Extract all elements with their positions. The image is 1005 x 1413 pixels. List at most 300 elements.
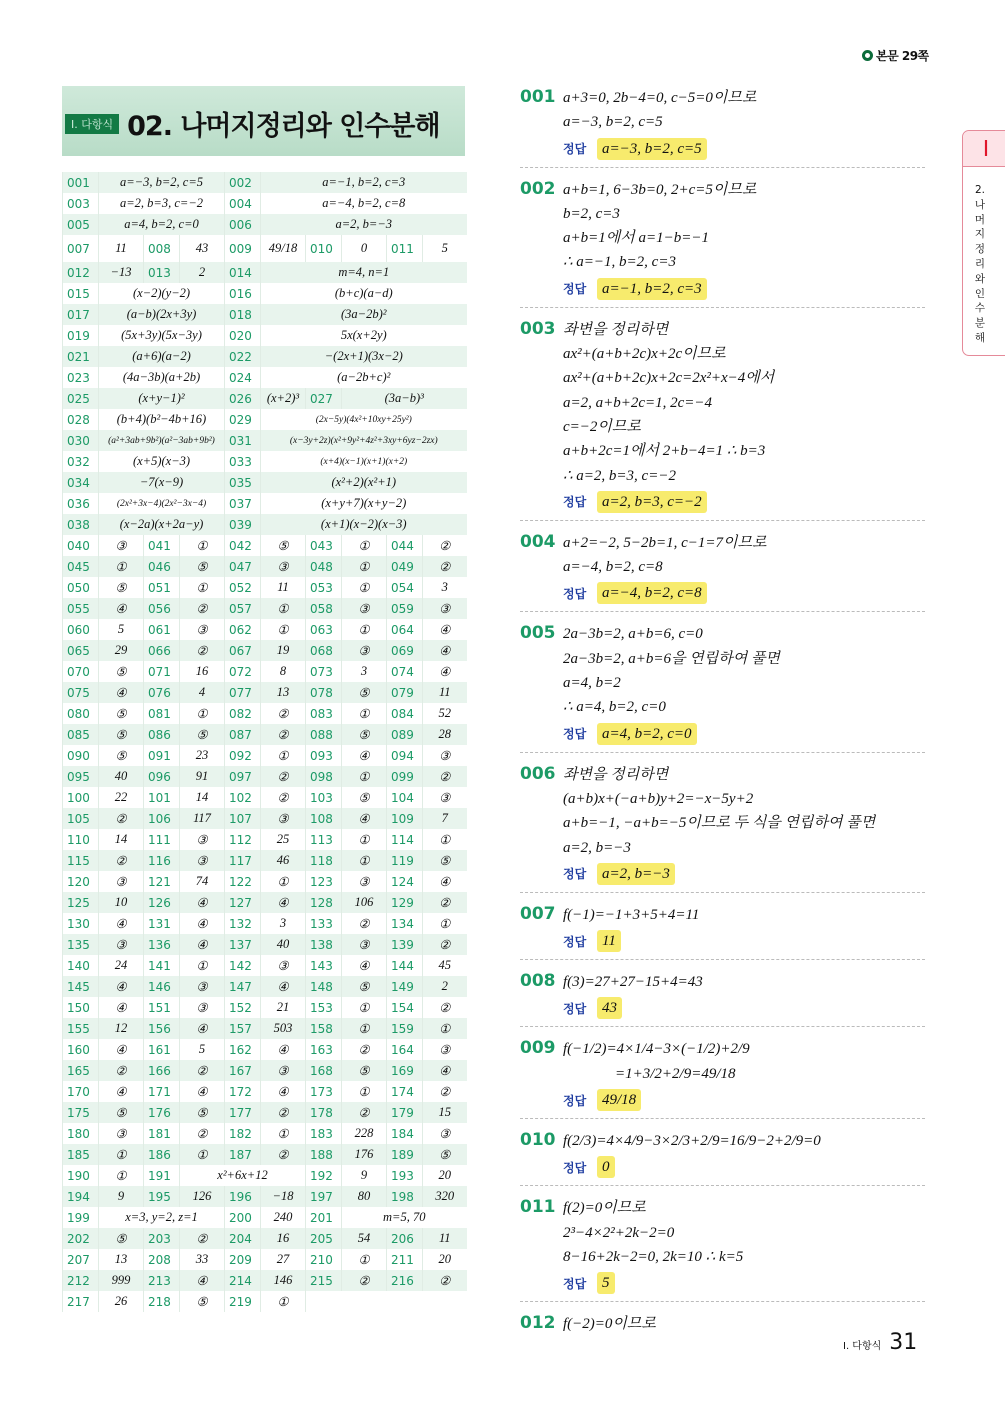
answer-value: 23 xyxy=(180,745,225,766)
problem-number: 190 xyxy=(63,1165,99,1186)
answer-value: 16 xyxy=(261,1228,306,1249)
reference-label: 본문 29쪽 xyxy=(876,49,929,63)
answer-value: 12 xyxy=(99,1018,144,1039)
problem-number: 151 xyxy=(144,997,180,1018)
answer-value: ① xyxy=(342,703,387,724)
solution-item xyxy=(520,529,925,613)
answer-row xyxy=(563,1271,925,1295)
table-row xyxy=(63,1186,467,1207)
solution-line xyxy=(520,622,925,646)
problem-number: 005 xyxy=(63,214,99,235)
problem-number: 108 xyxy=(306,808,342,829)
solution-line xyxy=(563,202,925,226)
answer-value: ⑤ xyxy=(342,976,387,997)
problem-number: 219 xyxy=(225,1291,261,1312)
problem-number: 013 xyxy=(144,262,180,283)
answer-value: ③ xyxy=(342,934,387,955)
answer-row xyxy=(563,996,925,1020)
problem-number: 115 xyxy=(63,850,99,871)
problem-number: 130 xyxy=(63,913,99,934)
problem-number: 183 xyxy=(306,1123,342,1144)
table-row xyxy=(63,913,467,934)
problem-number: 137 xyxy=(225,934,261,955)
side-tab-roman: Ⅰ xyxy=(963,131,1005,167)
problem-number: 214 xyxy=(225,1270,261,1291)
page-title: 02. 나머지정리와 인수분해 xyxy=(127,110,440,142)
page-footer xyxy=(843,1330,917,1355)
answer-value: 25 xyxy=(261,829,306,850)
problem-number: 197 xyxy=(306,1186,342,1207)
answer-value: 9 xyxy=(99,1186,144,1207)
problem-number: 147 xyxy=(225,976,261,997)
answer-value: ② xyxy=(423,1081,467,1102)
problem-number: 104 xyxy=(387,787,423,808)
table-row xyxy=(63,640,467,661)
problem-number: 121 xyxy=(144,871,180,892)
solution-text: a+b=1, 6−3b=0, 2+c=5이므로 xyxy=(563,181,757,198)
problem-number: 056 xyxy=(144,598,180,619)
answer-value: ④ xyxy=(261,1081,306,1102)
answer-value: ③ xyxy=(180,997,225,1018)
solution-line xyxy=(563,391,925,415)
problem-number: 170 xyxy=(63,1081,99,1102)
table-row xyxy=(63,850,467,871)
answer-value: ② xyxy=(180,1228,225,1249)
problem-number: 061 xyxy=(144,619,180,640)
problem-number: 006 xyxy=(225,214,261,235)
table-row xyxy=(63,304,467,325)
answer-value: 15 xyxy=(423,1102,467,1123)
answer-value: ④ xyxy=(423,1060,467,1081)
highlighted-answer: a=2, b=−3 xyxy=(597,863,675,885)
answer-value: ④ xyxy=(180,1081,225,1102)
problem-number: 099 xyxy=(387,766,423,787)
table-row xyxy=(63,346,467,367)
problem-number: 102 xyxy=(225,787,261,808)
problem-number: 100 xyxy=(63,787,99,808)
solution-line xyxy=(520,763,925,787)
table-row xyxy=(63,703,467,724)
chapter-side-tab[interactable] xyxy=(962,130,1005,356)
answer-value: ⑤ xyxy=(342,682,387,703)
table-row xyxy=(63,1018,467,1039)
solution-line xyxy=(520,1037,925,1061)
answer-value: ④ xyxy=(99,598,144,619)
answer-value: ① xyxy=(342,1249,387,1270)
answer-value: ② xyxy=(342,1270,387,1291)
answer-value: 26 xyxy=(99,1291,144,1312)
answer-value: ② xyxy=(261,724,306,745)
problem-number: 154 xyxy=(387,997,423,1018)
problem-number: 048 xyxy=(306,556,342,577)
problem-number: 196 xyxy=(225,1186,261,1207)
solution-item xyxy=(520,316,925,521)
answer-value: (a²+3ab+9b²)(a²−3ab+9b²) xyxy=(99,430,225,451)
table-row xyxy=(63,598,467,619)
problem-number: 189 xyxy=(387,1144,423,1165)
answer-value: ⑤ xyxy=(99,577,144,598)
answer-value: ② xyxy=(342,1102,387,1123)
solution-text: f(2/3)=4×4/9−3×2/3+2/9=16/9−2+2/9=0 xyxy=(563,1133,821,1150)
problem-number: 177 xyxy=(225,1102,261,1123)
answer-label: 정답 xyxy=(563,282,587,297)
problem-number: 215 xyxy=(306,1270,342,1291)
table-row xyxy=(63,388,467,409)
table-row xyxy=(63,577,467,598)
problem-number: 216 xyxy=(387,1270,423,1291)
highlighted-answer: a=−1, b=2, c=3 xyxy=(597,278,707,300)
answer-value: ② xyxy=(423,997,467,1018)
problem-number: 145 xyxy=(63,976,99,997)
problem-number: 067 xyxy=(225,640,261,661)
problem-number: 022 xyxy=(225,346,261,367)
answer-value: 503 xyxy=(261,1018,306,1039)
problem-number: 153 xyxy=(306,997,342,1018)
answer-value: 240 xyxy=(261,1207,306,1228)
answer-value: ⑤ xyxy=(180,1102,225,1123)
answer-value: a=2, b=3, c=−2 xyxy=(99,193,225,214)
problem-number: 074 xyxy=(387,661,423,682)
answer-value: (x+1)(x−2)(x−3) xyxy=(261,514,467,535)
table-row xyxy=(63,892,467,913)
answer-value: x=3, y=2, z=1 xyxy=(99,1207,225,1228)
answer-table xyxy=(62,172,467,1312)
problem-number: 004 xyxy=(225,193,261,214)
problem-number: 002 xyxy=(225,172,261,193)
answer-value: (5x+3y)(5x−3y) xyxy=(99,325,225,346)
solution-text: f(3)=27+27−15+4=43 xyxy=(563,974,703,991)
answer-value: ⑤ xyxy=(99,1228,144,1249)
problem-number: 055 xyxy=(63,598,99,619)
solution-line xyxy=(563,464,925,488)
answer-value: ① xyxy=(261,598,306,619)
solution-line xyxy=(563,1221,925,1245)
answer-value: 228 xyxy=(342,1123,387,1144)
solution-item xyxy=(520,1194,925,1302)
answer-value: ① xyxy=(180,955,225,976)
problem-number: 184 xyxy=(387,1123,423,1144)
problem-number: 114 xyxy=(387,829,423,850)
problem-number: 213 xyxy=(144,1270,180,1291)
problem-number: 028 xyxy=(63,409,99,430)
problem-number: 020 xyxy=(225,325,261,346)
problem-number: 066 xyxy=(144,640,180,661)
problem-number: 088 xyxy=(306,724,342,745)
answer-value: ① xyxy=(342,577,387,598)
answer-label: 정답 xyxy=(563,1001,587,1016)
problem-number: 042 xyxy=(225,535,261,556)
table-row xyxy=(63,829,467,850)
answer-label: 정답 xyxy=(563,1276,587,1291)
answer-value: ① xyxy=(180,1144,225,1165)
answer-value: ① xyxy=(99,1165,144,1186)
problem-number: 037 xyxy=(225,493,261,514)
table-row xyxy=(63,766,467,787)
problem-number: 155 xyxy=(63,1018,99,1039)
answer-value: ② xyxy=(180,640,225,661)
problem-number: 044 xyxy=(387,535,423,556)
answer-value: 11 xyxy=(99,235,144,262)
answer-value: ① xyxy=(423,1018,467,1039)
answer-label: 정답 xyxy=(563,1160,587,1175)
table-row xyxy=(63,1102,467,1123)
answer-value: ② xyxy=(342,913,387,934)
answer-value: a=−4, b=2, c=8 xyxy=(261,193,467,214)
answer-value: 46 xyxy=(261,850,306,871)
answer-row xyxy=(563,137,925,161)
answer-value: ② xyxy=(180,1123,225,1144)
problem-number: 052 xyxy=(225,577,261,598)
table-row xyxy=(63,976,467,997)
answer-value: ② xyxy=(99,808,144,829)
table-row xyxy=(63,787,467,808)
answer-value: ③ xyxy=(180,829,225,850)
table-row xyxy=(63,1228,467,1249)
problem-number: 035 xyxy=(225,472,261,493)
problem-number: 021 xyxy=(63,346,99,367)
answer-value: ③ xyxy=(180,850,225,871)
problem-number: 083 xyxy=(306,703,342,724)
answer-value: 11 xyxy=(423,1228,467,1249)
problem-number: 071 xyxy=(144,661,180,682)
answer-value: ② xyxy=(180,1060,225,1081)
answer-value: (a+6)(a−2) xyxy=(99,346,225,367)
problem-number: 092 xyxy=(225,745,261,766)
problem-number: 187 xyxy=(225,1144,261,1165)
problem-number: 142 xyxy=(225,955,261,976)
table-row xyxy=(63,514,467,535)
problem-number: 179 xyxy=(387,1102,423,1123)
solution-text: f(−1/2)=4×1/4−3×(−1/2)+2/9 xyxy=(563,1041,750,1058)
solution-text: a=−3, b=2, c=5 xyxy=(563,114,663,131)
problem-number: 167 xyxy=(225,1060,261,1081)
problem-number: 201 xyxy=(306,1207,342,1228)
answer-value: (2x−5y)(4x²+10xy+25y²) xyxy=(261,409,467,430)
problem-number: 122 xyxy=(225,871,261,892)
problem-number: 081 xyxy=(144,703,180,724)
answer-value: (b+4)(b²−4b+16) xyxy=(99,409,225,430)
answer-value: ④ xyxy=(342,808,387,829)
problem-number: 095 xyxy=(63,766,99,787)
answer-value: 80 xyxy=(342,1186,387,1207)
answer-value: ⑤ xyxy=(99,724,144,745)
problem-number: 032 xyxy=(63,451,99,472)
problem-number: 175 xyxy=(63,1102,99,1123)
table-row xyxy=(63,193,467,214)
solution-line xyxy=(520,318,925,342)
problem-number: 211 xyxy=(387,1249,423,1270)
problem-number: 078 xyxy=(306,682,342,703)
answer-value: ④ xyxy=(99,913,144,934)
solution-text: 좌변을 정리하면 xyxy=(563,321,669,338)
table-row xyxy=(63,1291,467,1312)
answer-value: ④ xyxy=(423,640,467,661)
answer-value: ③ xyxy=(423,598,467,619)
table-row xyxy=(63,1165,467,1186)
answer-value: ① xyxy=(180,535,225,556)
solution-number: 004 xyxy=(520,531,556,552)
problem-number: 096 xyxy=(144,766,180,787)
answer-value: ① xyxy=(261,619,306,640)
table-row xyxy=(63,745,467,766)
answer-value: ④ xyxy=(261,892,306,913)
problem-number: 019 xyxy=(63,325,99,346)
problem-number: 198 xyxy=(387,1186,423,1207)
problem-number: 111 xyxy=(144,829,180,850)
solution-text: a+b=1에서 a=1−b=−1 xyxy=(563,230,709,247)
problem-number: 131 xyxy=(144,913,180,934)
chapter-banner xyxy=(62,86,465,156)
answer-value: 3 xyxy=(423,577,467,598)
solution-line xyxy=(563,695,925,719)
solution-line xyxy=(563,250,925,274)
answer-value: ① xyxy=(423,829,467,850)
answer-row xyxy=(563,722,925,746)
answer-value: 20 xyxy=(423,1249,467,1270)
answer-value: 9 xyxy=(342,1165,387,1186)
page-number: 31 xyxy=(889,1330,918,1355)
problem-number: 093 xyxy=(306,745,342,766)
table-row xyxy=(63,367,467,388)
answer-value: 45 xyxy=(423,955,467,976)
solution-text: 좌변을 정리하면 xyxy=(563,766,669,783)
solution-number: 003 xyxy=(520,318,556,339)
answer-value: a=2, b=−3 xyxy=(261,214,467,235)
chapter-chip: Ⅰ. 다항식 xyxy=(65,114,119,134)
table-row xyxy=(63,724,467,745)
table-row xyxy=(63,430,467,451)
answer-value: ③ xyxy=(99,934,144,955)
answer-value: (a−b)(2x+3y) xyxy=(99,304,225,325)
solution-line xyxy=(520,1196,925,1220)
answer-value: ② xyxy=(180,598,225,619)
solution-text: 2a−3b=2, a+b=6을 연립하여 풀면 xyxy=(563,650,780,667)
answer-value: ② xyxy=(261,703,306,724)
answer-value: (x−2)(y−2) xyxy=(99,283,225,304)
solution-text: a+b+2c=1에서 2+b−4=1 ∴ b=3 xyxy=(563,443,766,460)
problem-number: 113 xyxy=(306,829,342,850)
answer-value: 5x(x+2y) xyxy=(261,325,467,346)
answer-value: 52 xyxy=(423,703,467,724)
answer-value: ① xyxy=(423,913,467,934)
answer-value: 11 xyxy=(261,577,306,598)
problem-number: 173 xyxy=(306,1081,342,1102)
problem-number: 176 xyxy=(144,1102,180,1123)
problem-number: 033 xyxy=(225,451,261,472)
answer-value: ④ xyxy=(423,619,467,640)
problem-number: 030 xyxy=(63,430,99,451)
solution-item xyxy=(520,968,925,1027)
answer-value: ② xyxy=(423,934,467,955)
problem-number: 135 xyxy=(63,934,99,955)
answer-value: ⑤ xyxy=(342,1060,387,1081)
problem-number: 029 xyxy=(225,409,261,430)
table-row xyxy=(63,1039,467,1060)
answer-value: 5 xyxy=(423,235,467,262)
solution-text: a=2, b=−3 xyxy=(563,839,631,856)
table-row xyxy=(63,1060,467,1081)
table-row xyxy=(63,1249,467,1270)
answer-value: ③ xyxy=(99,871,144,892)
problem-number: 138 xyxy=(306,934,342,955)
answer-value: ⑤ xyxy=(261,535,306,556)
table-row xyxy=(63,235,467,262)
answer-value: ② xyxy=(423,556,467,577)
answer-label: 정답 xyxy=(563,495,587,510)
answer-value: ① xyxy=(99,556,144,577)
table-row xyxy=(63,871,467,892)
problem-number: 165 xyxy=(63,1060,99,1081)
solutions-column xyxy=(520,84,925,1351)
answer-value: ① xyxy=(180,703,225,724)
problem-number: 199 xyxy=(63,1207,99,1228)
problem-number: 150 xyxy=(63,997,99,1018)
solution-text: f(2)=0이므로 xyxy=(563,1200,646,1217)
problem-number: 132 xyxy=(225,913,261,934)
table-row xyxy=(63,934,467,955)
answer-value: 24 xyxy=(99,955,144,976)
problem-number: 161 xyxy=(144,1039,180,1060)
answer-value: ④ xyxy=(180,934,225,955)
solution-number: 008 xyxy=(520,971,556,992)
answer-value: 0 xyxy=(342,235,387,262)
answer-value: 28 xyxy=(423,724,467,745)
answer-value: 27 xyxy=(261,1249,306,1270)
table-row xyxy=(63,1207,467,1228)
answer-value: 117 xyxy=(180,808,225,829)
answer-value: 5 xyxy=(180,1039,225,1060)
solution-number: 007 xyxy=(520,903,556,924)
problem-number: 218 xyxy=(144,1291,180,1312)
answer-value: 40 xyxy=(99,766,144,787)
problem-number: 105 xyxy=(63,808,99,829)
answer-value: ① xyxy=(342,997,387,1018)
answer-value: 5 xyxy=(99,619,144,640)
table-row xyxy=(63,493,467,514)
answer-value: ③ xyxy=(261,556,306,577)
answer-value: (4a−3b)(a+2b) xyxy=(99,367,225,388)
answer-value: ② xyxy=(423,1270,467,1291)
problem-number: 069 xyxy=(387,640,423,661)
solution-number: 002 xyxy=(520,178,556,199)
answer-value: ④ xyxy=(423,661,467,682)
solution-text: ax²+(a+b+2c)x+2c이므로 xyxy=(563,346,726,363)
problem-number: 064 xyxy=(387,619,423,640)
solution-text: c=−2이므로 xyxy=(563,418,641,435)
problem-number: 027 xyxy=(306,388,342,409)
problem-number: 101 xyxy=(144,787,180,808)
answer-value: ① xyxy=(342,535,387,556)
answer-value: 13 xyxy=(261,682,306,703)
highlighted-answer: 49/18 xyxy=(597,1089,641,1111)
solution-number: 005 xyxy=(520,623,556,644)
answer-value: 19 xyxy=(261,640,306,661)
answer-value: 54 xyxy=(342,1228,387,1249)
answer-row xyxy=(563,862,925,886)
problem-number: 162 xyxy=(225,1039,261,1060)
answer-value: ⑤ xyxy=(423,850,467,871)
problem-number: 087 xyxy=(225,724,261,745)
problem-number: 200 xyxy=(225,1207,261,1228)
problem-number: 209 xyxy=(225,1249,261,1270)
answer-value: 176 xyxy=(342,1144,387,1165)
problem-number: 015 xyxy=(63,283,99,304)
answer-value: 8 xyxy=(261,661,306,682)
answer-value: ④ xyxy=(99,997,144,1018)
answer-value: 14 xyxy=(99,829,144,850)
problem-number: 141 xyxy=(144,955,180,976)
solution-line xyxy=(520,86,925,110)
